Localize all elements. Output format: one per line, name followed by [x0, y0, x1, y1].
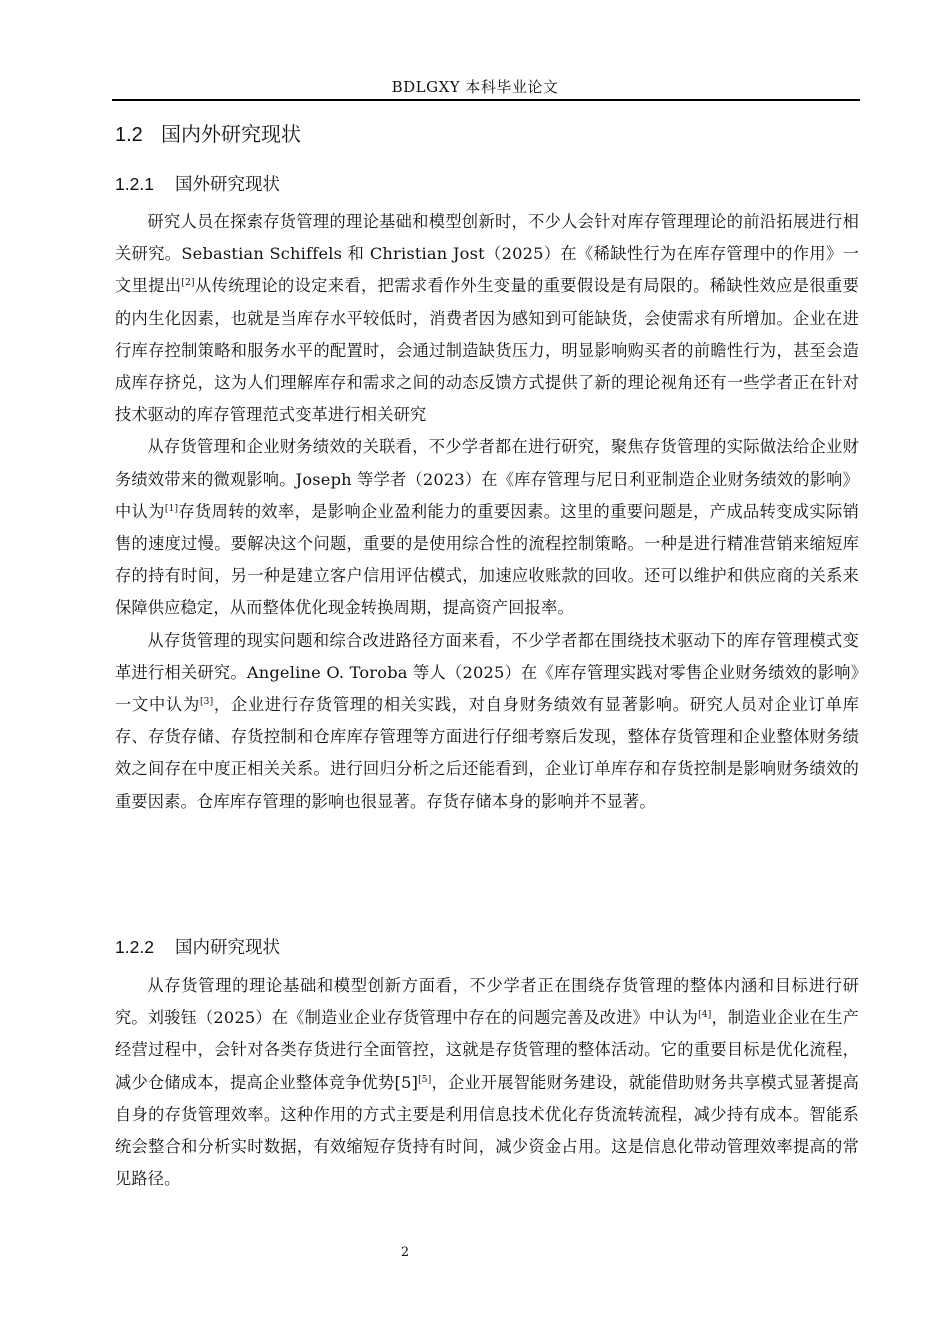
subsection-title: 国外研究现状 — [175, 175, 280, 195]
paragraph — [115, 625, 859, 818]
paragraph-text: 从存货管理的理论基础和模型创新方面看，不少学者正在围绕存货管理的整体内涵和目标进行研究。刘骏钰（2025）在《制造业企业存货管理中存在的问题完善及改进》中认为 — [115, 976, 859, 1028]
subsection-heading-1-2-1 — [115, 171, 280, 196]
subsection-title: 国内研究现状 — [175, 938, 280, 958]
paragraph-text: 从存货管理和企业财务绩效的关联看，不少学者都在进行研究，聚焦存货管理的实际做法给企业财务绩效带来的微观影响。Joseph 等学者（2023）在《库存管理与尼日利亚制造企业财务绩效的影响》中认为 — [115, 437, 859, 521]
subsection-number: 1.2.1 — [115, 174, 154, 194]
section-number: 1.2 — [115, 124, 143, 146]
section-title: 国内外研究现状 — [161, 122, 301, 146]
subsection-heading-1-2-2 — [115, 934, 280, 959]
domestic-research-body — [115, 970, 859, 1195]
citation-ref: [3] — [199, 697, 214, 708]
paragraph-text: ，企业进行存货管理的相关实践，对自身财务绩效有显著影响。研究人员对企业订单库存、存货存储、存货控制和仓库库存管理等方面进行仔细考察后发现，整体存货管理和企业整体财务绩效之间存在中度正相关关系。进行回归分析之后还能看到，企业订单库存和存货控制是影响财务绩效的重要因素。仓库库存管理的影响也很显著。存货存储本身的影响并不显著。 — [115, 695, 859, 811]
header-rule — [112, 99, 860, 101]
paragraph-text: 从传统理论的设定来看，把需求看作外生变量的重要假设是有局限的。稀缺性效应是很重要的内生化因素，也就是当库存水平较低时，消费者因为感知到可能缺货，会使需求有所增加。企业在进行库存控制策略和服务水平的配置时，会通过制造缺货压力，明显影响购买者的前瞻性行为，甚至会造成库存挤兑，这为人们理解库存和需求之间的动态反馈方式提供了新的理论视角还有一些学者正在针对技术驱动的库存管理范式变革进行相关研究 — [115, 276, 859, 425]
citation-ref: [5] — [418, 1074, 432, 1085]
running-header: BDLGXY 本科毕业论文 — [391, 78, 559, 96]
foreign-research-body — [115, 206, 859, 818]
paragraph-text: 存货周转的效率，是影响企业盈利能力的重要因素。这里的重要问题是，产成品转变成实际销售的速度过慢。要解决这个问题，重要的是使用综合性的流程控制策略。一种是进行精准营销来缩短库存的持有时间，另一种是建立客户信用评估模式，加速应收账款的回收。还可以维护和供应商的关系来保障供应稳定，从而整体优化现金转换周期，提高资产回报率。 — [115, 501, 859, 618]
paragraph — [115, 206, 859, 431]
citation-ref: [4] — [698, 1010, 712, 1021]
citation-ref: [2] — [181, 278, 195, 289]
paragraph — [115, 431, 859, 624]
citation-ref: [1] — [164, 503, 179, 514]
subsection-number: 1.2.2 — [115, 937, 154, 957]
section-heading-1-2 — [115, 118, 301, 147]
paragraph — [115, 970, 859, 1195]
paragraph-text: 从存货管理的现实问题和综合改进路径方面来看，不少学者都在围绕技术驱动下的库存管理模式变革进行相关研究。Angeline O. Toroba 等人（2025）在《库存管理实践对零售企业财务绩效的影响》一文中认为 — [115, 630, 859, 715]
paragraph-text: ，制造业企业在生产经营过程中，会针对各类存货进行全面管控，这就是存货管理的整体活动。它的重要目标是优化流程，减少仓储成本，提高企业整体竞争优势[5] — [115, 1008, 859, 1092]
paragraph-text: 研究人员在探索存货管理的理论基础和模型创新时，不少人会针对库存管理理论的前沿拓展进行相关研究。Sebastian Schiffels 和 Christian Jost（2025）在《稀缺性行为在库存管理中的作用》一文里提出 — [115, 212, 859, 296]
page-number: 2 — [400, 1245, 410, 1260]
paragraph-text: ，企业开展智能财务建设，就能借助财务共享模式显著提高自身的存货管理效率。这种作用的方式主要是利用信息技术优化存货流转流程，减少持有成本。智能系统会整合和分析实时数据，有效缩短存货持有时间，减少资金占用。这是信息化带动管理效率提高的常见路径。 — [115, 1072, 860, 1189]
